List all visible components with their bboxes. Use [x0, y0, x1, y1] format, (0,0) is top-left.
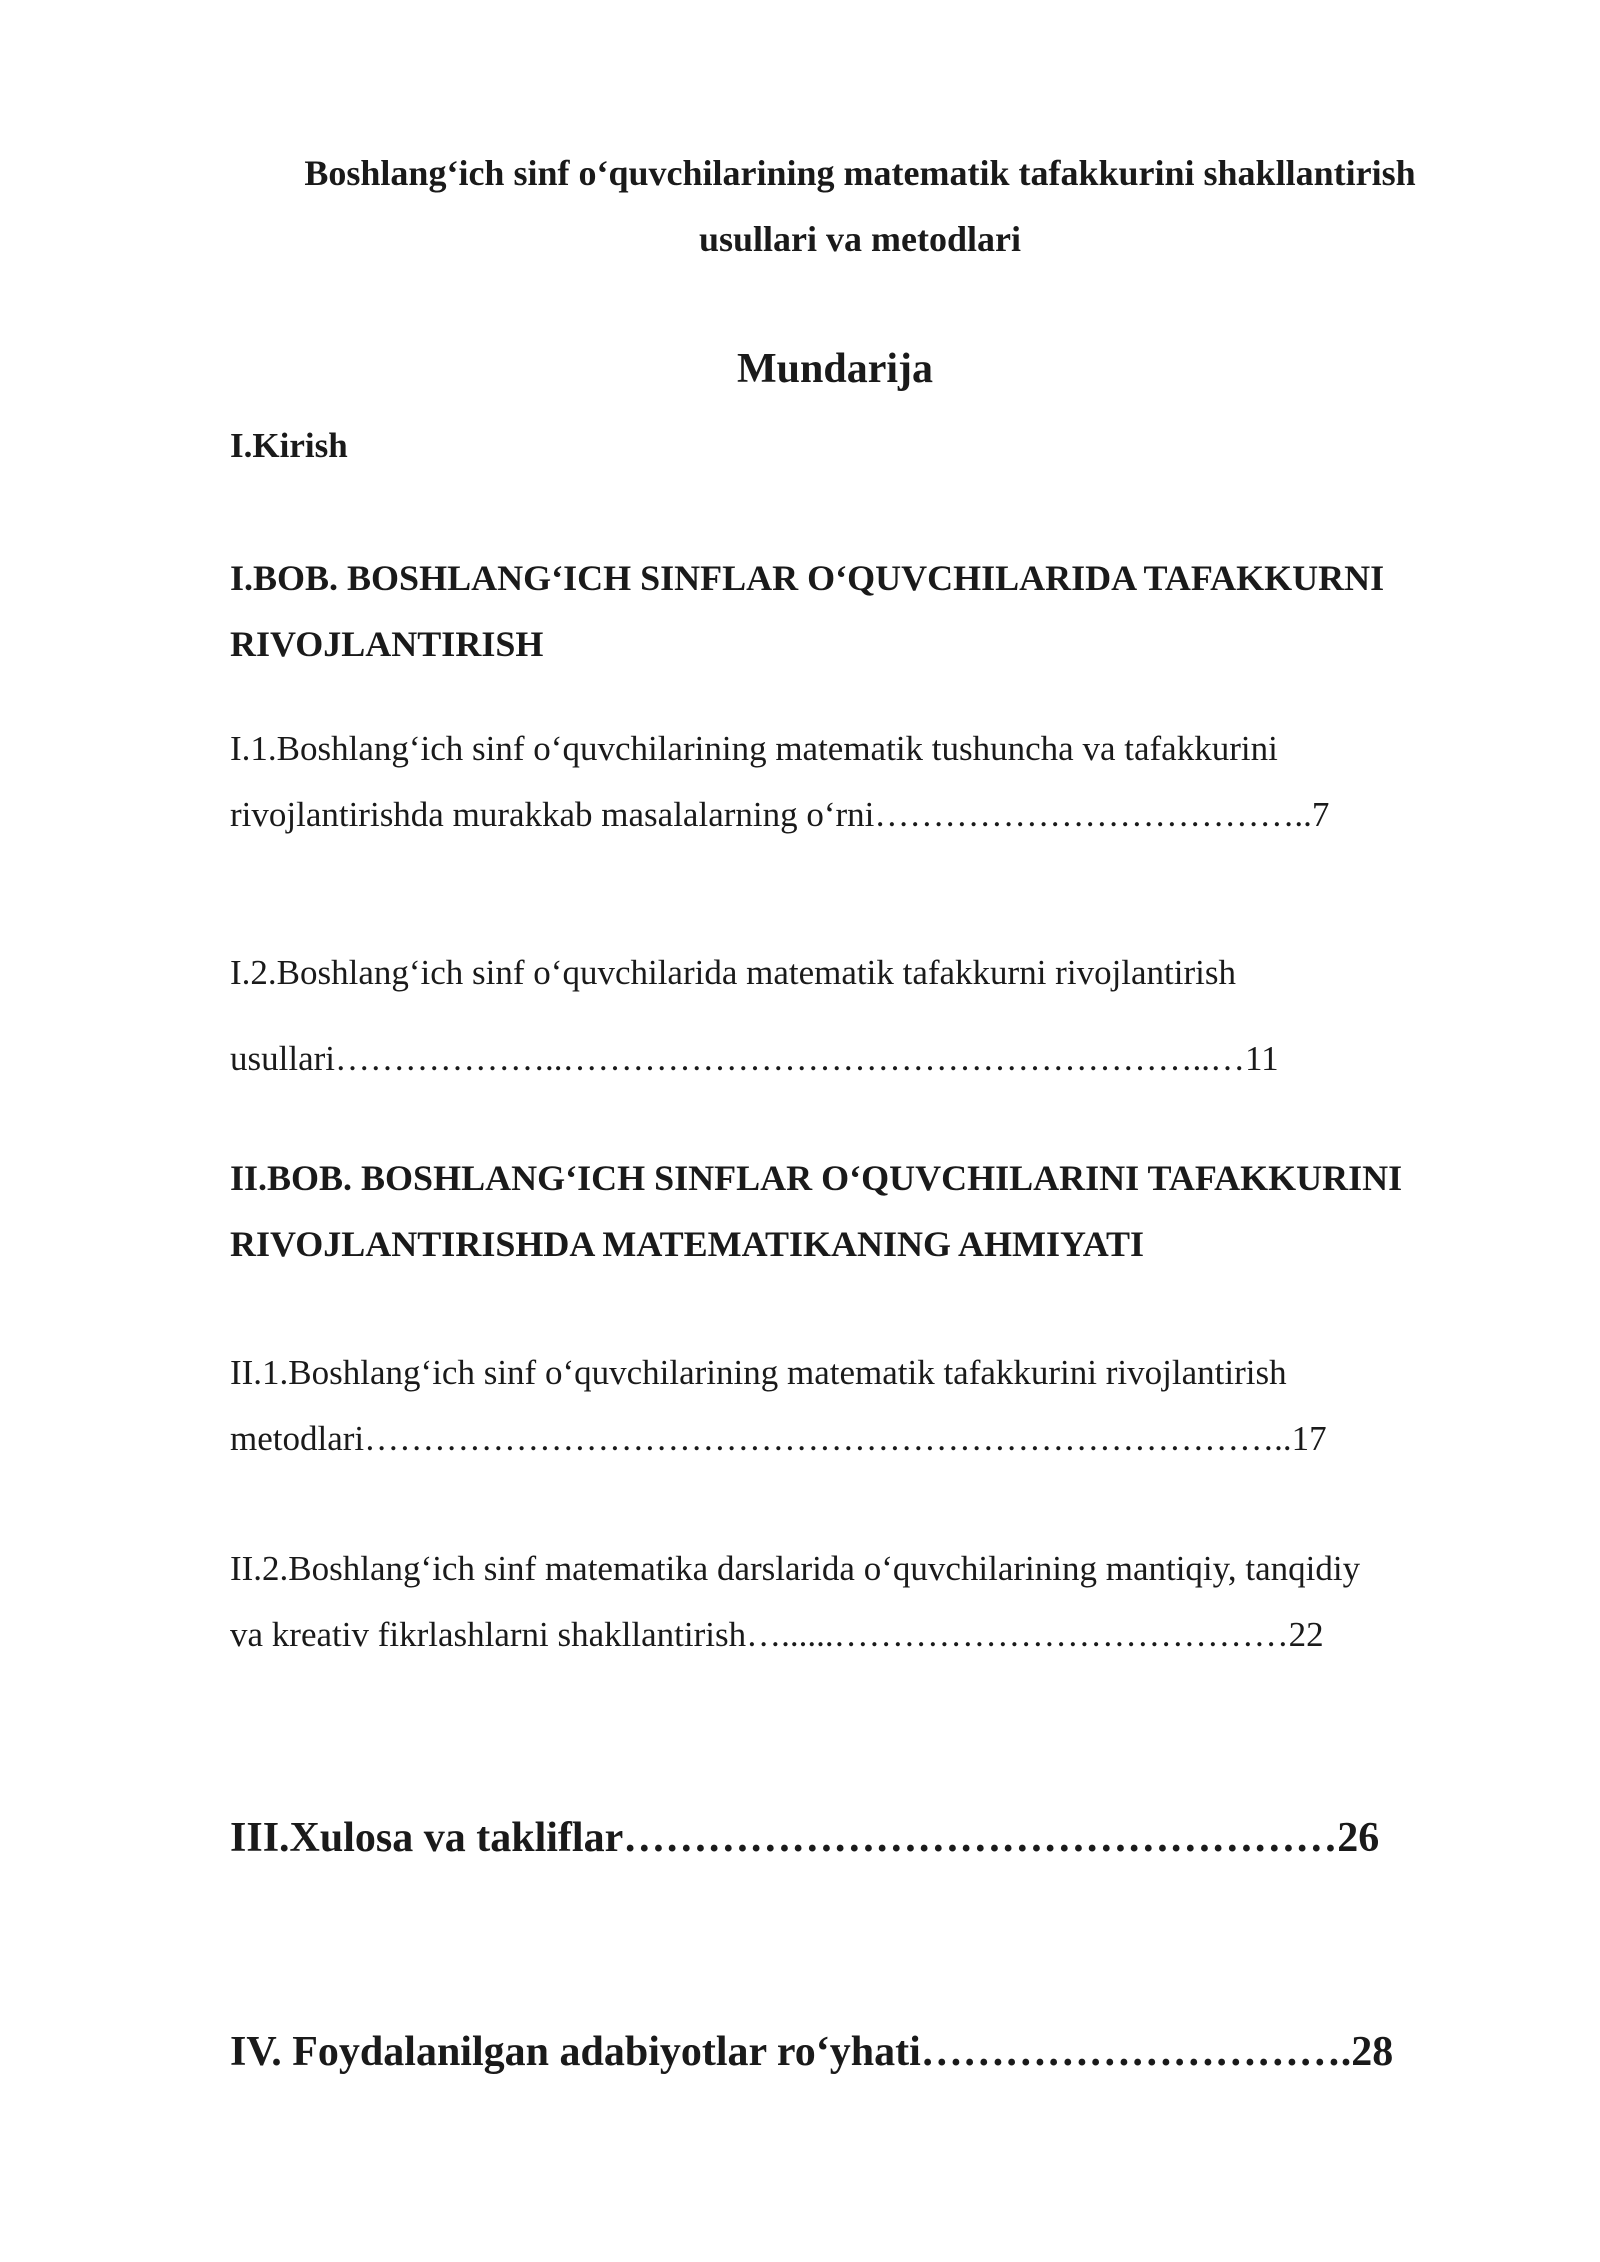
- toc-heading: Mundarija: [736, 346, 933, 392]
- chapter-1-line-2: RIVOJLANTIRISH: [230, 624, 544, 664]
- section-2-1-line-1: II.1.Boshlang‘ich sinf o‘quvchilarining matematik tafakkurini rivojlantirish: [230, 1353, 1287, 1392]
- section-1-1-line-1: I.1.Boshlang‘ich sinf o‘quvchilarining matematik tushuncha va tafakkurini: [230, 729, 1278, 768]
- toc-section-2-1: [230, 1340, 1530, 1472]
- title-line-1: Boshlang‘ich sinf o‘quvchilarining matematik tafakkurini shakllantirish: [304, 153, 1416, 193]
- section-1-1-line-2: rivojlantirishda murakkab masalalarning o‘rni………………………………..7: [230, 795, 1330, 834]
- document-title: [230, 140, 1490, 272]
- title-line-2: usullari va metodlari: [699, 219, 1021, 259]
- chapter-1-line-1: I.BOB. BOSHLANG‘ICH SINFLAR O‘QUVCHILARIDA TAFAKKURNI: [230, 558, 1385, 598]
- toc-chapter-2: [230, 1145, 1530, 1277]
- toc-entry-conclusion: III.Xulosa va takliflar……………………………………………26: [230, 1815, 1380, 1861]
- toc-entry-intro: I.Kirish: [230, 426, 348, 465]
- section-1-2-line-2: usullari………………..………………………………………………..…11: [230, 1039, 1279, 1078]
- toc-section-2-2: [230, 1536, 1530, 1668]
- section-2-2-line-1: II.2.Boshlang‘ich sinf matematika darslarida o‘quvchilarining mantiqiy, tanqidiy: [230, 1549, 1361, 1588]
- toc-chapter-1: [230, 545, 1530, 677]
- toc-entry-references: IV. Foydalanilgan adabiyotlar ro‘yhati………………………….28: [230, 2029, 1394, 2075]
- toc-section-1-1: [230, 716, 1530, 848]
- section-2-1-line-2: metodlari……………………………………………………………………..17: [230, 1419, 1327, 1458]
- section-1-2-line-1: I.2.Boshlang‘ich sinf o‘quvchilarida matematik tafakkurni rivojlantirish: [230, 953, 1236, 992]
- chapter-2-line-2: RIVOJLANTIRISHDA MATEMATIKANING AHMIYATI: [230, 1224, 1145, 1264]
- toc-section-1-2: [230, 930, 1530, 1102]
- section-2-2-line-2: va kreativ fikrlashlarni shakllantirish…......…………………………………22: [230, 1615, 1324, 1654]
- chapter-2-line-1: II.BOB. BOSHLANG‘ICH SINFLAR O‘QUVCHILARINI TAFAKKURINI: [230, 1158, 1403, 1198]
